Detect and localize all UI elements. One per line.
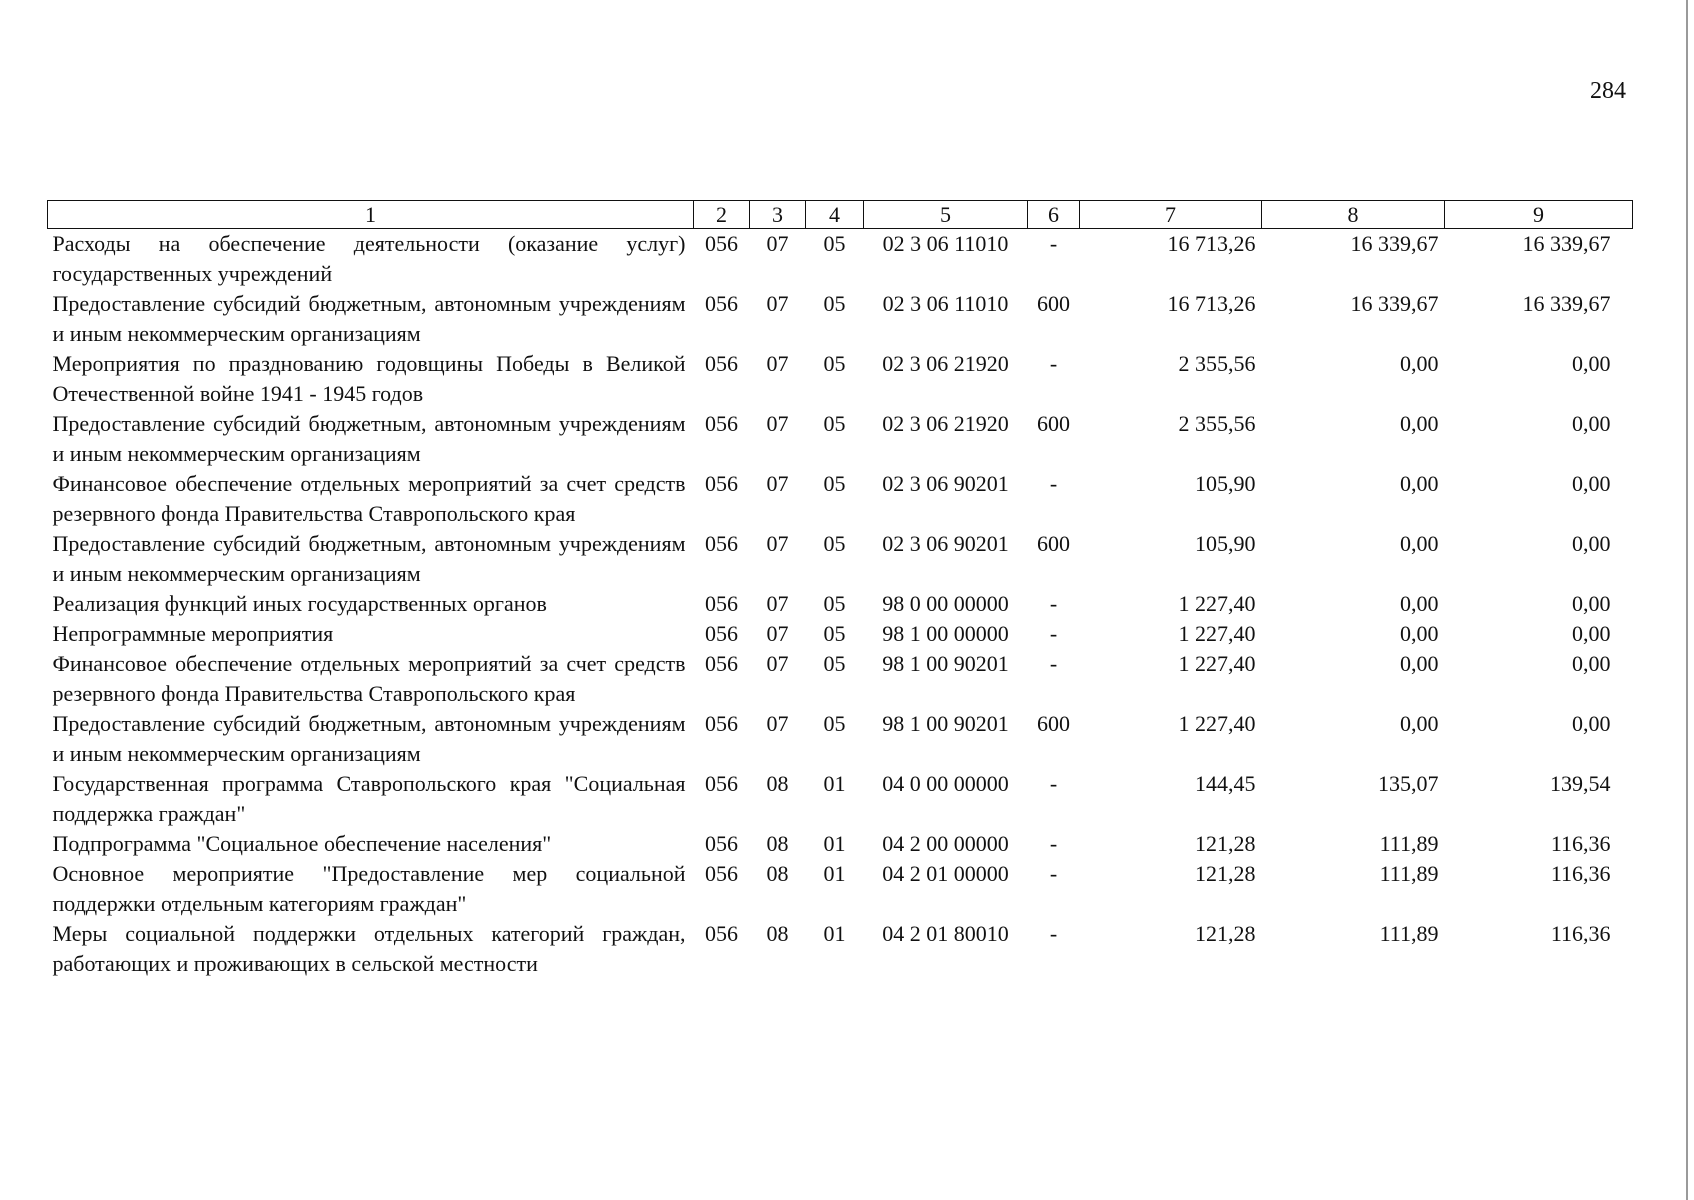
row-rz: 07 (766, 621, 789, 646)
row-sum-3: 0,00 (1572, 711, 1611, 736)
row-rz: 07 (766, 291, 789, 316)
table-row (48, 829, 1633, 859)
row-ved: 056 (705, 711, 738, 736)
row-csr: 98 1 00 90201 (882, 651, 1009, 676)
row-name: Предоставление субсидий бюджетным, автономным учреждениям и иным некоммерческим организациям (52, 411, 686, 466)
row-pr: 05 (823, 231, 846, 256)
table-row (48, 859, 1633, 919)
row-rz: 08 (766, 771, 789, 796)
table-row (48, 409, 1633, 469)
row-vr: 600 (1037, 411, 1070, 436)
row-sum-1: 121,28 (1195, 831, 1256, 856)
table-row (48, 289, 1633, 349)
row-sum-2: 0,00 (1400, 411, 1439, 436)
row-sum-1: 2 355,56 (1178, 411, 1256, 436)
row-ved: 056 (705, 651, 738, 676)
row-sum-3: 0,00 (1572, 531, 1611, 556)
table-body (48, 229, 1633, 980)
row-ved: 056 (705, 771, 738, 796)
header-col-7: 7 (1080, 201, 1262, 229)
row-name: Предоставление субсидий бюджетным, автономным учреждениям и иным некоммерческим организациям (52, 531, 686, 586)
row-sum-2: 111,89 (1379, 921, 1439, 946)
row-pr: 01 (823, 831, 846, 856)
row-sum-2: 16 339,67 (1350, 291, 1439, 316)
row-sum-3: 0,00 (1572, 621, 1611, 646)
row-rz: 07 (766, 351, 789, 376)
row-vr: - (1049, 651, 1058, 676)
row-vr: - (1049, 771, 1058, 796)
row-pr: 05 (823, 411, 846, 436)
row-sum-1: 16 713,26 (1167, 231, 1256, 256)
row-csr: 02 3 06 90201 (882, 531, 1009, 556)
table-row (48, 529, 1633, 589)
header-col-9: 9 (1445, 201, 1633, 229)
row-sum-1: 121,28 (1195, 921, 1256, 946)
row-sum-2: 135,07 (1378, 771, 1439, 796)
header-col-6: 6 (1028, 201, 1080, 229)
row-csr: 98 0 00 00000 (882, 591, 1009, 616)
row-vr: - (1049, 471, 1058, 496)
row-vr: - (1049, 861, 1058, 886)
row-sum-2: 16 339,67 (1350, 231, 1439, 256)
row-pr: 01 (823, 861, 846, 886)
row-name: Финансовое обеспечение отдельных мероприятий за счет средств резервного фонда Правительства Ставропольского края (52, 471, 686, 526)
row-name: Государственная программа Ставропольского края "Социальная поддержка граждан" (52, 771, 686, 826)
row-csr: 98 1 00 90201 (882, 711, 1009, 736)
scan-edge (1686, 0, 1688, 1200)
row-sum-2: 111,89 (1379, 831, 1439, 856)
row-sum-1: 144,45 (1195, 771, 1256, 796)
header-col-3: 3 (750, 201, 806, 229)
row-csr: 02 3 06 11010 (882, 291, 1009, 316)
row-pr: 01 (823, 771, 846, 796)
table-row (48, 469, 1633, 529)
row-ved: 056 (705, 291, 738, 316)
budget-table (47, 200, 1633, 979)
row-ved: 056 (705, 831, 738, 856)
row-sum-3: 116,36 (1550, 921, 1611, 946)
row-sum-1: 2 355,56 (1178, 351, 1256, 376)
row-name: Непрограммные мероприятия (52, 621, 334, 646)
row-csr: 02 3 06 11010 (882, 231, 1009, 256)
row-rz: 07 (766, 231, 789, 256)
row-name: Меры социальной поддержки отдельных категорий граждан, работающих и проживающих в сельской местности (52, 921, 686, 976)
row-sum-1: 105,90 (1195, 471, 1256, 496)
row-ved: 056 (705, 591, 738, 616)
row-ved: 056 (705, 531, 738, 556)
row-rz: 07 (766, 651, 789, 676)
header-col-5: 5 (864, 201, 1028, 229)
row-sum-1: 1 227,40 (1178, 651, 1256, 676)
table-row (48, 919, 1633, 979)
row-pr: 05 (823, 291, 846, 316)
table-row (48, 709, 1633, 769)
row-ved: 056 (705, 471, 738, 496)
row-sum-3: 0,00 (1572, 351, 1611, 376)
row-pr: 05 (823, 531, 846, 556)
row-pr: 05 (823, 471, 846, 496)
row-rz: 07 (766, 531, 789, 556)
header-col-2: 2 (694, 201, 750, 229)
row-sum-3: 0,00 (1572, 651, 1611, 676)
row-ved: 056 (705, 921, 738, 946)
table-row (48, 589, 1633, 619)
row-sum-3: 116,36 (1550, 831, 1611, 856)
row-pr: 05 (823, 651, 846, 676)
row-csr: 04 2 01 00000 (882, 861, 1009, 886)
row-ved: 056 (705, 351, 738, 376)
row-vr: - (1049, 351, 1058, 376)
row-sum-2: 0,00 (1400, 711, 1439, 736)
table-row (48, 649, 1633, 709)
row-sum-1: 121,28 (1195, 861, 1256, 886)
row-vr: 600 (1037, 711, 1070, 736)
row-rz: 08 (766, 831, 789, 856)
header-row (48, 201, 1633, 229)
row-name: Мероприятия по празднованию годовщины Победы в Великой Отечественной войне 1941 - 1945 годов (52, 351, 686, 406)
row-sum-1: 1 227,40 (1178, 621, 1256, 646)
row-sum-2: 0,00 (1400, 531, 1439, 556)
page-number: 284 (1590, 78, 1626, 104)
row-pr: 05 (823, 351, 846, 376)
table-row (48, 349, 1633, 409)
row-name: Предоставление субсидий бюджетным, автономным учреждениям и иным некоммерческим организациям (52, 711, 686, 766)
row-csr: 04 2 00 00000 (882, 831, 1009, 856)
row-ved: 056 (705, 411, 738, 436)
row-ved: 056 (705, 861, 738, 886)
row-csr: 02 3 06 21920 (882, 411, 1009, 436)
row-csr: 04 2 01 80010 (882, 921, 1009, 946)
row-vr: - (1049, 921, 1058, 946)
row-csr: 04 0 00 00000 (882, 771, 1009, 796)
row-name: Реализация функций иных государственных органов (52, 591, 547, 616)
row-sum-3: 139,54 (1550, 771, 1611, 796)
row-name: Финансовое обеспечение отдельных мероприятий за счет средств резервного фонда Правительства Ставропольского края (52, 651, 686, 706)
row-sum-3: 116,36 (1550, 861, 1611, 886)
row-sum-3: 0,00 (1572, 591, 1611, 616)
table-row (48, 769, 1633, 829)
row-vr: - (1049, 591, 1058, 616)
row-csr: 02 3 06 90201 (882, 471, 1009, 496)
table-row (48, 619, 1633, 649)
row-rz: 07 (766, 591, 789, 616)
row-pr: 05 (823, 621, 846, 646)
row-sum-1: 105,90 (1195, 531, 1256, 556)
row-pr: 05 (823, 591, 846, 616)
row-csr: 02 3 06 21920 (882, 351, 1009, 376)
row-sum-3: 0,00 (1572, 471, 1611, 496)
row-rz: 07 (766, 471, 789, 496)
row-rz: 08 (766, 861, 789, 886)
row-pr: 05 (823, 711, 846, 736)
row-vr: - (1049, 831, 1058, 856)
row-vr: - (1049, 231, 1058, 256)
row-sum-2: 111,89 (1379, 861, 1439, 886)
row-name: Предоставление субсидий бюджетным, автономным учреждениям и иным некоммерческим организациям (52, 291, 686, 346)
row-sum-2: 0,00 (1400, 351, 1439, 376)
row-rz: 07 (766, 711, 789, 736)
header-col-1: 1 (48, 201, 694, 229)
row-vr: 600 (1037, 291, 1070, 316)
table-row (48, 229, 1633, 290)
row-rz: 07 (766, 411, 789, 436)
row-sum-1: 1 227,40 (1178, 591, 1256, 616)
row-sum-1: 1 227,40 (1178, 711, 1256, 736)
row-sum-1: 16 713,26 (1167, 291, 1256, 316)
row-name: Основное мероприятие "Предоставление мер социальной поддержки отдельным категориям граждан" (52, 861, 686, 916)
header-col-8: 8 (1262, 201, 1445, 229)
header-col-4: 4 (806, 201, 864, 229)
row-name: Подпрограмма "Социальное обеспечение населения" (52, 831, 552, 856)
row-sum-2: 0,00 (1400, 651, 1439, 676)
row-sum-3: 16 339,67 (1522, 231, 1611, 256)
row-sum-2: 0,00 (1400, 591, 1439, 616)
row-sum-2: 0,00 (1400, 621, 1439, 646)
row-pr: 01 (823, 921, 846, 946)
row-vr: - (1049, 621, 1058, 646)
row-csr: 98 1 00 00000 (882, 621, 1009, 646)
row-ved: 056 (705, 621, 738, 646)
row-vr: 600 (1037, 531, 1070, 556)
row-name: Расходы на обеспечение деятельности (оказание услуг) государственных учреждений (52, 231, 686, 286)
row-sum-3: 16 339,67 (1522, 291, 1611, 316)
row-sum-2: 0,00 (1400, 471, 1439, 496)
row-sum-3: 0,00 (1572, 411, 1611, 436)
row-rz: 08 (766, 921, 789, 946)
row-ved: 056 (705, 231, 738, 256)
